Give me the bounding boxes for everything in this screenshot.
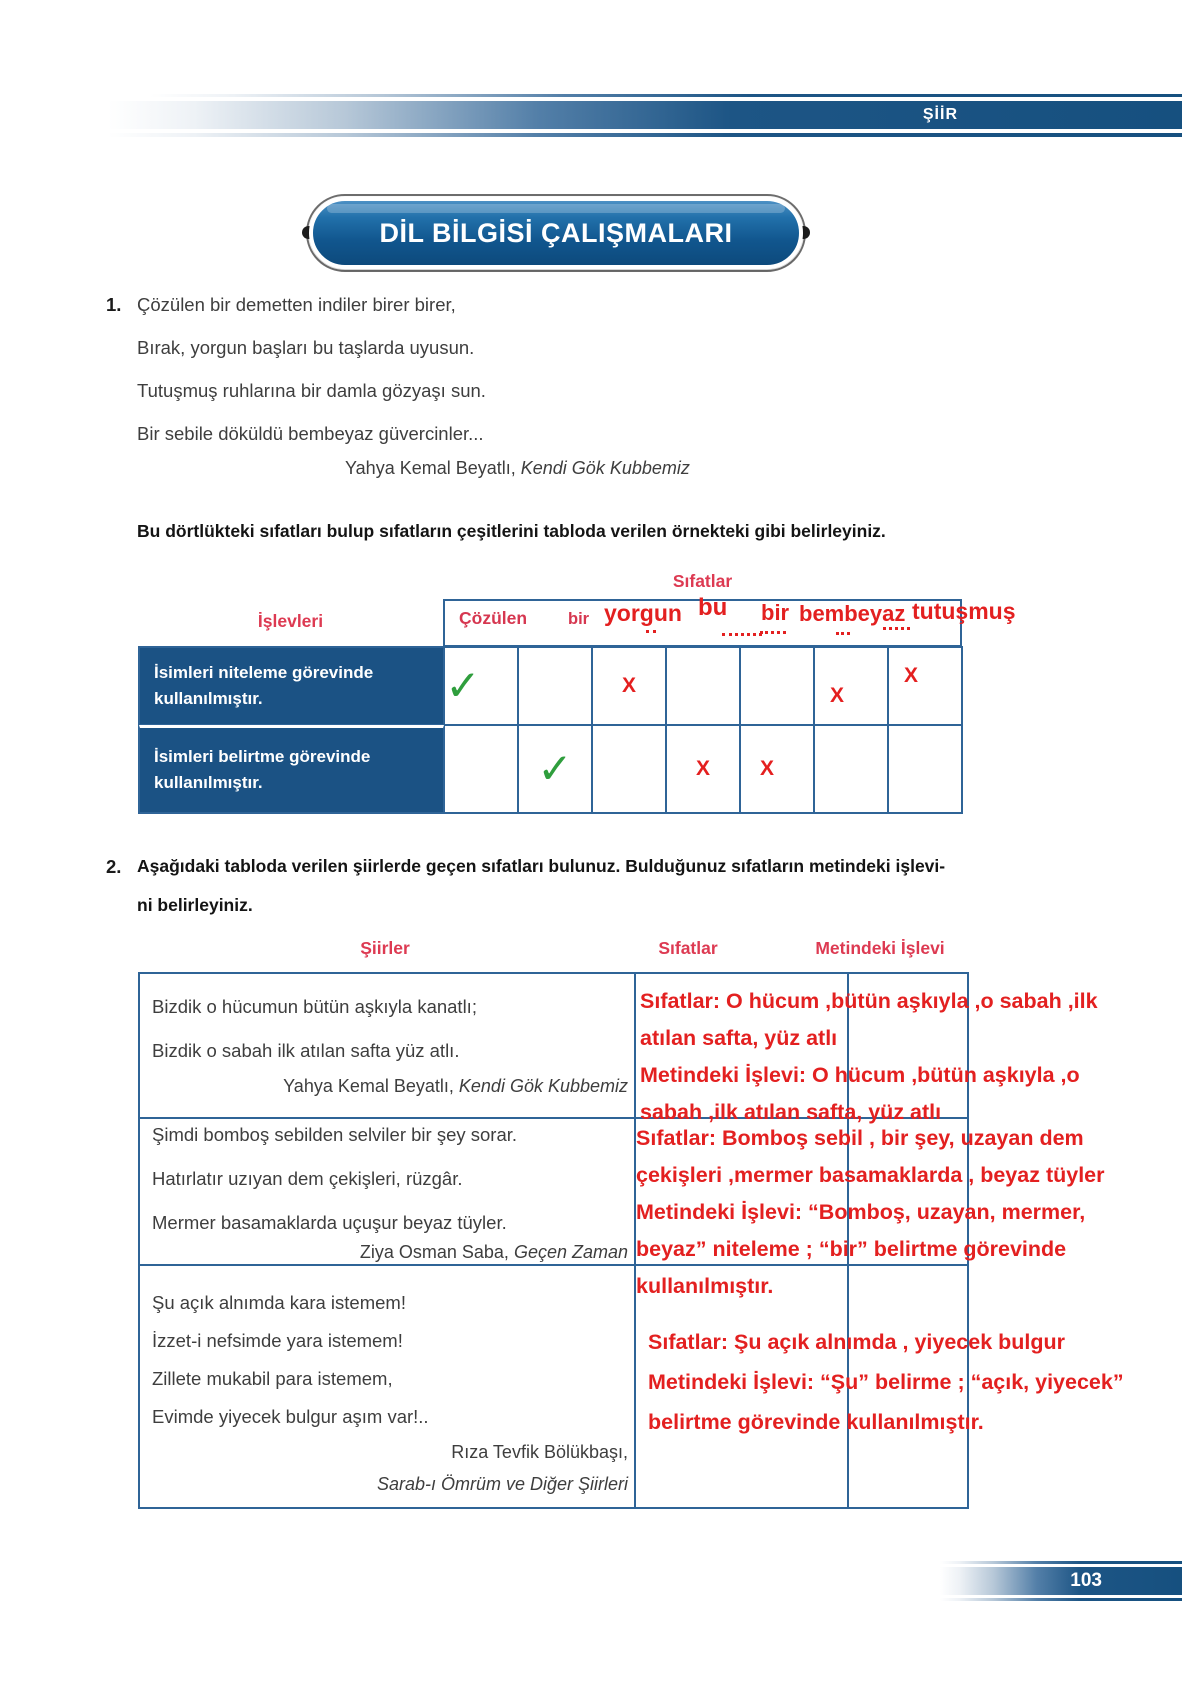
table1-mark-cell — [444, 647, 518, 725]
x-mark: X — [759, 757, 774, 780]
poem-attribution — [152, 1076, 628, 1097]
table2-header-function: Metindeki İşlevi — [815, 938, 945, 958]
attribution-work: Sarab-ı Ömrüm ve Diğer Şiirleri — [376, 1474, 628, 1494]
banner-pill — [309, 197, 803, 269]
poem-line: Şimdi bomboş sebilden selviler bir şey sorar. — [152, 1124, 518, 1145]
answer-block-row1 — [640, 983, 1098, 1131]
table1-mark-cell — [666, 647, 740, 725]
table1-mark-cell — [814, 647, 888, 725]
answer-block-row3 — [648, 1322, 1124, 1442]
answer-line: belirtme görevinde kullanılmıştır. — [648, 1410, 984, 1434]
header-band-top-line — [150, 94, 1182, 97]
table1-row-label: İsimleri niteleme görevinde kullanılmıştır. — [139, 647, 444, 725]
table1-group-header: Sıfatlar — [672, 571, 733, 591]
answer-line: Sıfatlar: Şu açık alnımda , yiyecek bulgur — [648, 1330, 1066, 1354]
footer-bottom-line — [940, 1598, 1182, 1601]
header-band — [108, 101, 1182, 129]
dotted-blank-line — [646, 630, 656, 633]
poem-attribution-work-line — [152, 1474, 628, 1495]
dotted-blank-line — [722, 633, 762, 636]
poem-line: Şu açık alnımda kara istemem! — [152, 1292, 406, 1313]
poem-line: Bırak, yorgun başları bu taşlarda uyusun. — [137, 337, 475, 358]
table1-mark-cell — [444, 725, 518, 813]
answer-line: Metindeki İşlevi: “Bomboş, uzayan, mermer, — [636, 1200, 1086, 1224]
table1-col-label: Çözülen — [459, 608, 528, 628]
unit-title: ŞİİR — [922, 106, 958, 123]
table1-col-answer: bir — [761, 600, 790, 625]
table1-col-answer: tutuşmuş — [912, 598, 1016, 624]
answer-line: beyaz” niteleme ; “bir” belirtme görevinde — [636, 1237, 1067, 1261]
attribution-author: Rıza Tevfik Bölükbaşı, — [451, 1442, 628, 1462]
answer-line: sabah ,ilk atılan safta, yüz atlı — [640, 1100, 942, 1124]
table1-mark-cell — [518, 725, 592, 813]
check-mark: ✓ — [445, 661, 481, 710]
table1-mark-cell — [888, 647, 962, 725]
table1-col-answer: bu — [698, 594, 728, 621]
poem-line: Evimde yiyecek bulgur aşım var!.. — [152, 1406, 429, 1427]
footer-top-line — [940, 1561, 1182, 1564]
table1-col-answer: yorgun — [604, 600, 682, 626]
x-mark: X — [829, 684, 844, 707]
table1-row-label: İsimleri belirtme görevinde kullanılmıştır. — [139, 725, 444, 813]
answer-line: kullanılmıştır. — [636, 1274, 774, 1298]
table2-header-poems: Şiirler — [360, 938, 410, 958]
table1-col-label: bir — [568, 610, 590, 628]
poem-line: Çözülen bir demetten indiler birer birer, — [137, 294, 456, 315]
answer-line: Metindeki İşlevi: O hücum ,bütün aşkıyla ,o — [640, 1063, 1080, 1087]
attribution-work: Kendi Gök Kubbemiz — [520, 458, 690, 478]
exercise2-instruction-line: Aşağıdaki tabloda verilen şiirlerde geçen sıfatları bulunuz. Bulduğunuz sıfatların metindeki işlevi- — [137, 856, 946, 876]
table1-body — [138, 646, 963, 814]
poem-line: Bir sebile döküldü bembeyaz güvercinler... — [137, 423, 484, 444]
poem-line: Bizdik o hücumun bütün aşkıyla kanatlı; — [152, 996, 477, 1017]
table1-mark-cell — [592, 725, 666, 813]
answer-block-row2 — [636, 1120, 1105, 1305]
poem-line: Mermer basamaklarda uçuşur beyaz tüyler. — [152, 1212, 507, 1233]
x-mark: X — [621, 674, 636, 697]
dotted-blank-line — [760, 631, 786, 634]
exercise1-number: 1. — [106, 294, 122, 315]
x-mark: X — [695, 757, 710, 780]
table1-mark-cell — [592, 647, 666, 725]
dotted-blank-line — [836, 632, 850, 635]
answer-line: atılan safta, yüz atlı — [640, 1026, 838, 1050]
dotted-blank-line — [883, 627, 910, 630]
table1-col-answer: bembeyaz — [799, 601, 906, 626]
table1-functions-header: İşlevleri — [257, 611, 324, 631]
page-number: 103 — [1070, 1570, 1102, 1591]
header-band-bottom-line — [108, 133, 1182, 137]
attribution-author: Yahya Kemal Beyatlı, — [283, 1076, 459, 1096]
answer-line: Sıfatlar: Bomboş sebil , bir şey, uzayan dem — [636, 1126, 1084, 1150]
answer-line: Metindeki İşlevi: “Şu” belirme ; “açık, yiyecek” — [648, 1370, 1124, 1394]
poem-attribution — [152, 1242, 628, 1263]
exercise1-instruction: Bu dörtlükteki sıfatları bulup sıfatların çeşitlerini tabloda verilen örnekteki gibi belirleyiniz. — [137, 521, 886, 541]
poem-attribution — [152, 1442, 628, 1463]
poem-line: Tutuşmuş ruhlarına bir damla gözyaşı sun. — [137, 380, 486, 401]
attribution-work: Geçen Zaman — [513, 1242, 628, 1262]
table2-header-adjectives: Sıfatlar — [658, 938, 718, 958]
banner-title: DİL BİLGİSİ ÇALIŞMALARI — [379, 217, 733, 248]
section-banner — [306, 194, 806, 272]
table1-mark-cell — [740, 647, 814, 725]
table1-mark-cell — [814, 725, 888, 813]
exercise2-number: 2. — [106, 856, 122, 877]
table1-mark-cell — [740, 725, 814, 813]
poem-line: Zillete mukabil para istemem, — [152, 1368, 393, 1389]
table1-mark-cell — [888, 725, 962, 813]
exercise2-instruction-line: ni belirleyiniz. — [137, 895, 253, 915]
attribution-author: Yahya Kemal Beyatlı, — [345, 458, 521, 478]
poem-line: Hatırlatır uzıyan dem çekişleri, rüzgâr. — [152, 1168, 463, 1189]
answer-line: çekişleri ,mermer basamaklarda , beyaz tüyler — [636, 1163, 1105, 1187]
poem-attribution — [345, 458, 690, 479]
answer-line: Sıfatlar: O hücum ,bütün aşkıyla ,o sabah ,ilk — [640, 989, 1098, 1013]
poem-line: Bizdik o sabah ilk atılan safta yüz atlı. — [152, 1040, 460, 1061]
attribution-author: Ziya Osman Saba, — [359, 1242, 514, 1262]
table1-mark-cell — [518, 647, 592, 725]
check-mark: ✓ — [537, 744, 573, 793]
x-mark: X — [903, 664, 918, 687]
footer-bar — [940, 1567, 1182, 1595]
table1-mark-cell — [666, 725, 740, 813]
attribution-work: Kendi Gök Kubbemiz — [458, 1076, 628, 1096]
poem-line: İzzet-i nefsimde yara istemem! — [152, 1330, 403, 1351]
